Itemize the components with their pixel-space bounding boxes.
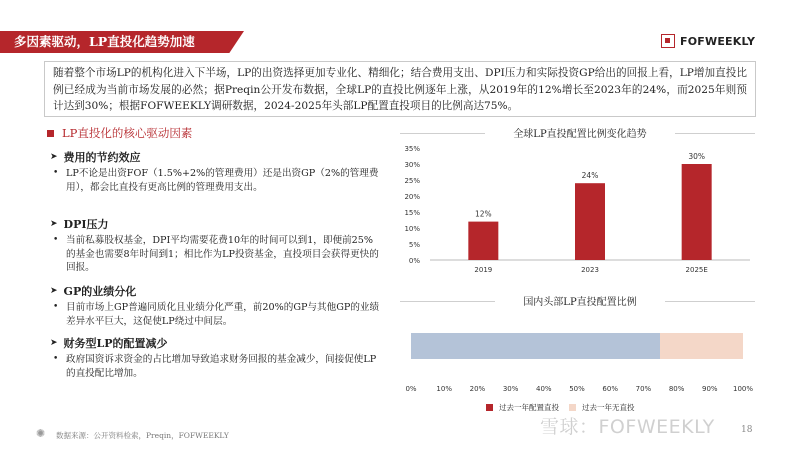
x-tick-label: 80% (668, 385, 685, 393)
logo-text: FOFWEEKLY (680, 34, 756, 48)
driver-title: GP的业绩分化 (63, 285, 137, 298)
x-tick-label: 100% (732, 385, 754, 393)
bullet-icon: • (53, 302, 59, 312)
legend-swatch (486, 404, 493, 411)
stacked-segment (411, 333, 660, 359)
y-tick-label: 35% (404, 145, 420, 153)
section-title: LP直投化的核心驱动因素 (62, 126, 193, 140)
x-tick-label: 30% (502, 385, 519, 393)
driver-title: 财务型LP的配置减少 (63, 337, 168, 350)
x-tick-label: 60% (602, 385, 618, 393)
y-tick-label: 30% (404, 161, 420, 169)
data-label: 12% (474, 209, 492, 219)
arrow-icon: ➤ (50, 219, 58, 229)
driver-title: 费用的节约效应 (63, 151, 141, 164)
x-tick-label: 2023 (581, 266, 599, 274)
x-tick-label: 2019 (474, 266, 493, 274)
data-source: 数据来源：公开资料检索，Preqin，FOFWEEKLY (56, 431, 229, 440)
y-tick-label: 10% (404, 225, 420, 233)
driver-text: 目前市场上GP普遍同质化且业绩分化严重，前20%的GP与其他GP的业绩差异水平巨大，这促使LP绕过中间层。 (66, 302, 380, 327)
driver-text: 当前私募股权基金，DPI平均需要花费10年的时间可以到1，即便前25%的基金也需要8年时间到1；相比作为LP投资基金，直投项目会获得更快的回报。 (66, 235, 379, 273)
arrow-icon: ➤ (50, 338, 58, 348)
stacked-chart-title: 国内头部LP直投配置比例 (523, 297, 637, 308)
arrow-icon: ➤ (50, 286, 58, 296)
page-number: 18 (741, 425, 753, 435)
bullet-icon: • (53, 235, 59, 245)
legend-label: 过去一年无直投 (582, 403, 635, 412)
bar-chart-title: 全球LP直投配置比例变化趋势 (513, 129, 647, 140)
driver-title: DPI压力 (63, 218, 109, 231)
stacked-segment (660, 333, 743, 359)
x-tick-label: 2025E (685, 266, 708, 274)
driver-text: LP不论是出资FOF（1.5%+2%的管理费用）还是出资GP（2%的管理费用），都会比直投有更高比例的管理费用支出。 (66, 168, 379, 193)
x-tick-label: 0% (405, 385, 417, 393)
y-tick-label: 15% (404, 209, 420, 217)
x-tick-label: 90% (702, 385, 718, 393)
bullet-icon: • (53, 168, 59, 178)
y-tick-label: 5% (408, 241, 420, 249)
legend-swatch (569, 404, 576, 411)
arrow-icon: ➤ (50, 152, 58, 162)
driver-text: 政府国资诉求资金的占比增加导致追求财务回报的基金减少，间接促使LP的直投配比增加。 (66, 354, 377, 379)
x-tick-label: 70% (635, 385, 652, 393)
data-label: 24% (581, 171, 599, 181)
watermark: 雪球：FOFWEEKLY (540, 416, 715, 438)
source-icon: ✺ (36, 427, 46, 440)
bullet-icon: • (53, 354, 59, 364)
x-tick-label: 50% (569, 385, 585, 393)
page-title: 多因素驱动，LP直投化趋势加速 (14, 34, 195, 49)
x-tick-label: 40% (536, 385, 552, 393)
x-tick-label: 10% (436, 385, 452, 393)
data-label: 30% (688, 152, 706, 161)
y-tick-label: 20% (404, 193, 420, 201)
y-tick-label: 25% (404, 177, 420, 185)
legend-label: 过去一年配置直投 (499, 403, 559, 412)
y-tick-label: 0% (408, 257, 420, 265)
intro-paragraph: 随着整个市场LP的机构化进入下半场，LP的出资选择更加专业化、精细化；结合费用支出、DPI压力和实际投资GP给出的回报上看，LP增加直投比例已经成为当前市场发展的必然；据Preqin公开发布数据，全球LP的直投比例逐年上涨，从2019年的12%增长至2023年的24%，而2025年则预计达到30%；根据FOFWEEKLY调研数据，2024-2025年头部LP配置直投项目的比例高达75%。 (44, 61, 756, 117)
x-tick-label: 20% (469, 385, 486, 393)
